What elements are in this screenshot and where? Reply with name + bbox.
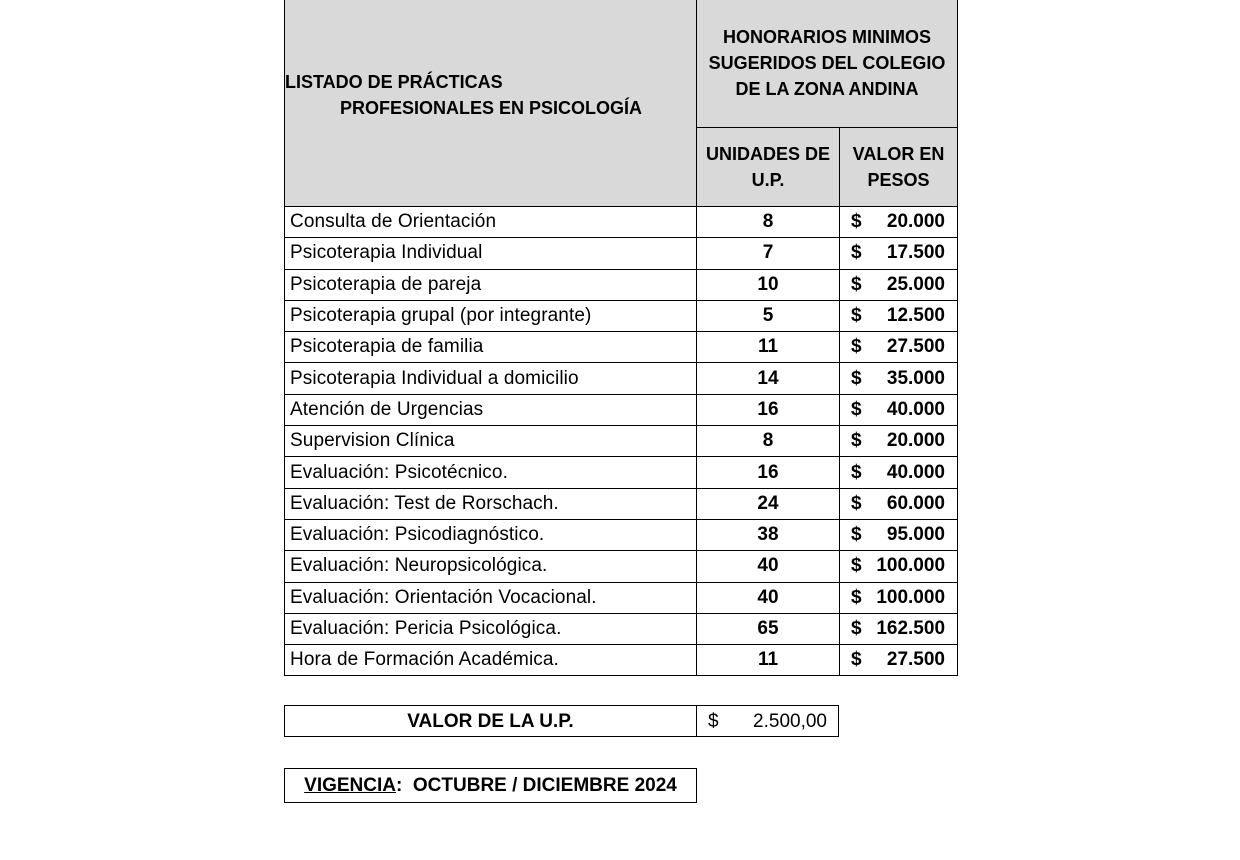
value-amount: 100.000	[876, 555, 946, 577]
currency-symbol: $	[851, 211, 862, 233]
table-row	[285, 645, 958, 676]
value-amount: 40.000	[886, 461, 946, 483]
vigencia-label: VIGENCIA	[304, 775, 396, 796]
value-header-line2: PESOS	[867, 170, 930, 190]
practice-name: Psicoterapia grupal (por integrante)	[285, 300, 697, 331]
value-column-header	[840, 128, 958, 207]
currency-symbol: $	[851, 555, 862, 577]
practice-value	[840, 332, 958, 363]
practice-units: 11	[697, 332, 840, 363]
table-row	[285, 269, 958, 300]
value-amount: 20.000	[886, 211, 946, 233]
value-amount: 17.500	[886, 242, 946, 264]
table-row	[285, 394, 958, 425]
practice-units: 10	[697, 269, 840, 300]
table-row	[285, 582, 958, 613]
practice-units: 40	[697, 582, 840, 613]
fees-table	[284, 0, 958, 676]
units-header-line1: UNIDADES DE	[705, 144, 830, 164]
currency-symbol: $	[851, 305, 862, 327]
up-value-currency: $	[708, 711, 719, 732]
practice-name: Psicoterapia de familia	[285, 332, 697, 363]
value-amount: 25.000	[886, 273, 946, 295]
value-amount: 40.000	[886, 398, 946, 420]
table-row	[285, 457, 958, 488]
value-amount: 27.500	[886, 336, 946, 358]
practice-value	[840, 207, 958, 238]
value-amount: 27.500	[886, 649, 946, 671]
currency-symbol: $	[851, 336, 862, 358]
practice-units: 16	[697, 457, 840, 488]
practice-units: 8	[697, 207, 840, 238]
practices-header-line2: PROFESIONALES EN PSICOLOGÍA	[340, 98, 643, 118]
units-column-header	[697, 128, 840, 207]
table-row	[285, 300, 958, 331]
currency-symbol: $	[851, 524, 862, 546]
practice-value	[840, 551, 958, 582]
practice-value	[840, 363, 958, 394]
practice-units: 16	[697, 394, 840, 425]
up-value-amount: 2.500,00	[753, 711, 827, 732]
currency-symbol: $	[851, 586, 862, 608]
currency-symbol: $	[851, 242, 862, 264]
value-amount: 35.000	[886, 367, 946, 389]
practices-header-line1: LISTADO DE PRÁCTICAS	[285, 72, 503, 92]
table-row	[285, 613, 958, 644]
table-row	[285, 238, 958, 269]
practice-units: 14	[697, 363, 840, 394]
table-row	[285, 488, 958, 519]
practice-units: 38	[697, 519, 840, 550]
currency-symbol: $	[851, 273, 862, 295]
practice-units: 40	[697, 551, 840, 582]
value-amount: 60.000	[886, 492, 946, 514]
practice-name: Psicoterapia de pareja	[285, 269, 697, 300]
practice-value	[840, 238, 958, 269]
currency-symbol: $	[851, 492, 862, 514]
practice-units: 24	[697, 488, 840, 519]
table-row	[285, 207, 958, 238]
value-amount: 100.000	[876, 586, 946, 608]
fees-header	[697, 0, 958, 128]
table-row	[285, 519, 958, 550]
value-amount: 95.000	[886, 524, 946, 546]
up-value-label: VALOR DE LA U.P.	[285, 706, 697, 736]
table-row	[285, 426, 958, 457]
value-amount: 162.500	[876, 618, 946, 639]
practice-value	[840, 457, 958, 488]
currency-symbol: $	[851, 367, 862, 389]
practice-name: Evaluación: Orientación Vocacional.	[285, 582, 697, 613]
value-amount: 20.000	[886, 430, 946, 452]
value-amount: 12.500	[886, 305, 946, 327]
fees-header-line3: DE LA ZONA ANDINA	[735, 79, 919, 99]
currency-symbol: $	[851, 461, 862, 483]
currency-symbol: $	[851, 398, 862, 420]
units-header-line2: U.P.	[751, 170, 785, 190]
practice-value	[840, 519, 958, 550]
practice-units: 7	[697, 238, 840, 269]
practice-value	[840, 426, 958, 457]
currency-symbol: $	[851, 649, 862, 671]
practice-value	[840, 300, 958, 331]
value-header-line1: VALOR EN	[852, 144, 945, 164]
currency-symbol: $	[851, 430, 862, 452]
practice-name: Supervision Clínica	[285, 426, 697, 457]
practice-units: 65	[697, 613, 840, 644]
practice-value	[840, 645, 958, 676]
fees-header-line2: SUGERIDOS DEL COLEGIO	[708, 53, 946, 73]
practice-name: Atención de Urgencias	[285, 394, 697, 425]
fees-header-line1: HONORARIOS MINIMOS	[723, 27, 932, 47]
practice-name: Evaluación: Pericia Psicológica.	[285, 613, 697, 644]
vigencia-period: OCTUBRE / DICIEMBRE 2024	[412, 775, 677, 796]
practice-name: Evaluación: Psicotécnico.	[285, 457, 697, 488]
vigencia-separator: :	[396, 775, 403, 796]
practice-value	[840, 269, 958, 300]
practice-units: 8	[697, 426, 840, 457]
practices-header	[285, 0, 697, 207]
practice-name: Psicoterapia Individual	[285, 238, 697, 269]
table-row	[285, 551, 958, 582]
practice-name: Evaluación: Psicodiagnóstico.	[285, 519, 697, 550]
practice-name: Evaluación: Test de Rorschach.	[285, 488, 697, 519]
practice-units: 5	[697, 300, 840, 331]
practice-value	[840, 488, 958, 519]
practice-name: Evaluación: Neuropsicológica.	[285, 551, 697, 582]
practice-name: Consulta de Orientación	[285, 207, 697, 238]
practice-units: 11	[697, 645, 840, 676]
practice-name: Hora de Formación Académica.	[285, 645, 697, 676]
currency-symbol: $	[851, 618, 862, 639]
practice-value	[840, 394, 958, 425]
practice-value	[840, 613, 958, 644]
up-value-amount-cell	[697, 706, 838, 736]
table-row	[285, 363, 958, 394]
practice-value	[840, 582, 958, 613]
up-value-box	[284, 705, 839, 737]
vigencia-box	[284, 768, 697, 803]
table-row	[285, 332, 958, 363]
practice-name: Psicoterapia Individual a domicilio	[285, 363, 697, 394]
